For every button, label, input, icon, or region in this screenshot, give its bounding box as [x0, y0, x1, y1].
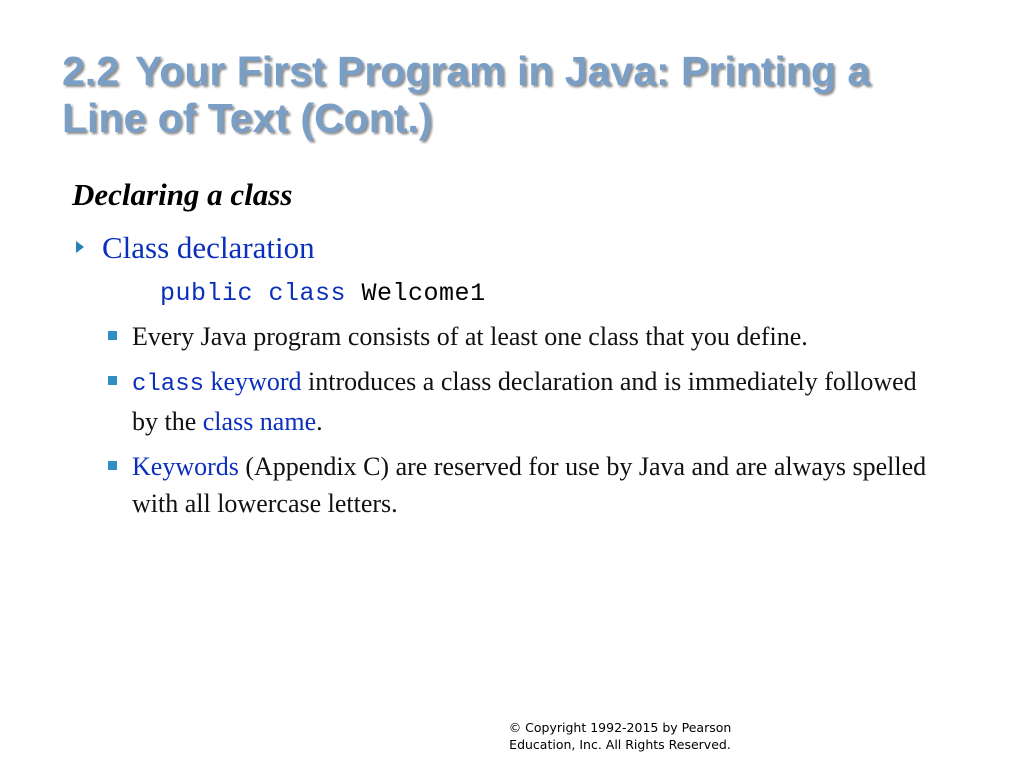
- bullet-label: Class declaration: [102, 230, 315, 265]
- point-text: (Appendix C) are reserved for use by Java and are always spelled with all lowercase letters.: [132, 452, 927, 518]
- triangle-arrow-icon: [76, 241, 84, 253]
- list-item: [108, 318, 938, 355]
- sub-bullet-list: [108, 318, 938, 530]
- term: keyword: [210, 367, 302, 396]
- code-term: class: [132, 371, 205, 398]
- point-text-end: .: [316, 407, 323, 436]
- code-keywords: public class: [160, 279, 347, 308]
- slide-title: [62, 48, 962, 142]
- copyright-notice: [480, 719, 760, 753]
- section-number: 2.2: [62, 48, 119, 94]
- point-text: Every Java program consists of at least one class that you define.: [132, 322, 808, 351]
- copyright-line: Education, Inc. All Rights Reserved.: [509, 737, 731, 752]
- square-bullet-icon: [108, 376, 117, 385]
- square-bullet-icon: [108, 461, 117, 470]
- bullet-class-declaration: [76, 230, 315, 266]
- term-class-name: class name: [202, 407, 317, 436]
- subheading: Declaring a class: [72, 177, 293, 212]
- square-bullet-icon: [108, 331, 117, 340]
- point-text: introduces a class declaration and is immediately followed by the: [132, 367, 917, 436]
- code-class-name: Welcome1: [361, 279, 486, 308]
- code-line: [160, 279, 486, 308]
- title-text: Your First Program in Java: Printing a Line of Text (Cont.): [62, 48, 871, 141]
- term: Keywords: [132, 452, 239, 481]
- copyright-line: © Copyright 1992-2015 by Pearson: [508, 720, 732, 735]
- list-item: [108, 448, 938, 522]
- list-item: [108, 363, 938, 440]
